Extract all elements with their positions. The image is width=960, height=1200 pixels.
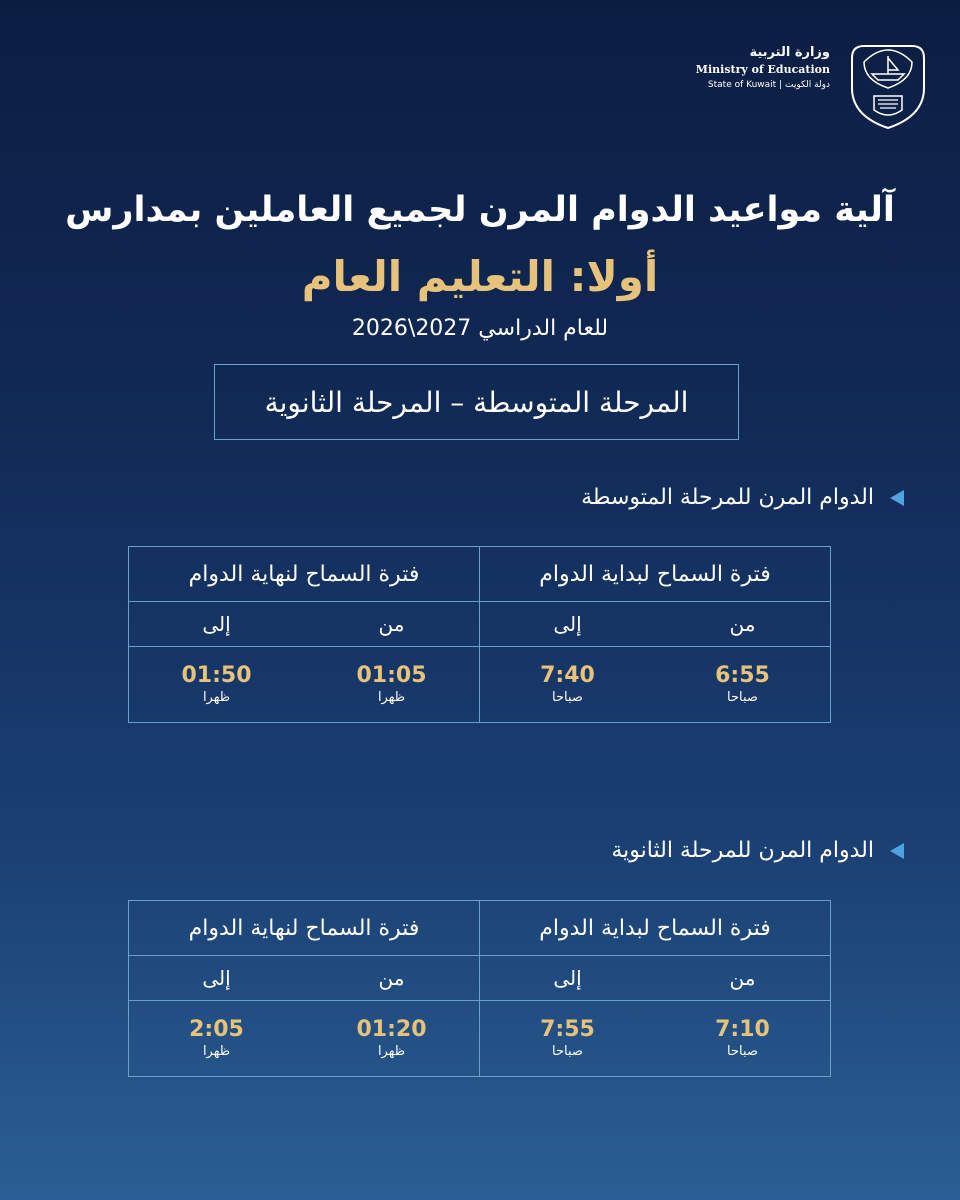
from-label: من (378, 612, 405, 636)
sub-header-row (129, 956, 479, 1001)
kuwait-emblem-icon (842, 40, 934, 132)
from-period: ظهرا (377, 689, 406, 705)
values-row (129, 1001, 479, 1076)
to-time: 01:50 (181, 662, 252, 688)
page-subtitle: أولا: التعليم العام (301, 252, 659, 301)
triangle-bullet-icon (890, 843, 904, 859)
to-time: 2:05 (189, 1016, 244, 1042)
to-cell (480, 1001, 655, 1076)
from-time: 7:10 (715, 1016, 770, 1042)
state-name-ar: دولة الكويت (785, 80, 830, 90)
page-title: آلية مواعيد الدوام المرن لجميع العاملين بمدارس (65, 190, 895, 230)
to-time: 7:55 (540, 1016, 595, 1042)
from-label: من (729, 966, 756, 990)
schedule-table-intermediate (128, 546, 831, 723)
to-cell (129, 1001, 304, 1076)
to-time: 7:40 (540, 662, 595, 688)
from-period: صباحا (727, 689, 758, 705)
to-label: إلى (202, 612, 231, 636)
from-label: من (729, 612, 756, 636)
academic-year: للعام الدراسي 2027\2026 (351, 316, 609, 341)
from-cell (304, 647, 479, 722)
from-cell (304, 1001, 479, 1076)
to-cell (480, 647, 655, 722)
end-grace-column (129, 547, 480, 722)
sub-header-row (480, 602, 830, 647)
brand-text (610, 44, 830, 92)
column-header: فترة السماح لنهاية الدوام (129, 547, 479, 602)
start-grace-column (480, 901, 830, 1076)
schedule-table-secondary (128, 900, 831, 1077)
from-period: ظهرا (377, 1043, 406, 1059)
from-time: 01:20 (356, 1016, 427, 1042)
ministry-name-ar: وزارة التربية (749, 45, 830, 60)
to-period: صباحا (552, 1043, 583, 1059)
end-grace-column (129, 901, 480, 1076)
to-label: إلى (202, 966, 231, 990)
to-label: إلى (553, 966, 582, 990)
column-header: فترة السماح لبداية الدوام (480, 901, 830, 956)
stages-box (214, 364, 739, 440)
section-label-intermediate (581, 485, 904, 510)
to-cell (129, 647, 304, 722)
from-period: صباحا (727, 1043, 758, 1059)
stages-text: المرحلة المتوسطة – المرحلة الثانوية (264, 385, 689, 419)
section-label-text: الدوام المرن للمرحلة المتوسطة (581, 485, 874, 510)
values-row (480, 647, 830, 722)
values-row (129, 647, 479, 722)
section-label-text: الدوام المرن للمرحلة الثانوية (611, 838, 874, 863)
from-time: 01:05 (356, 662, 427, 688)
from-label: من (378, 966, 405, 990)
column-header: فترة السماح لبداية الدوام (480, 547, 830, 602)
to-label: إلى (553, 612, 582, 636)
start-grace-column (480, 547, 830, 722)
triangle-bullet-icon (890, 490, 904, 506)
sub-header-row (480, 956, 830, 1001)
to-period: ظهرا (202, 1043, 231, 1059)
to-period: صباحا (552, 689, 583, 705)
sub-header-row (129, 602, 479, 647)
values-row (480, 1001, 830, 1076)
from-cell (655, 647, 830, 722)
column-header: فترة السماح لنهاية الدوام (129, 901, 479, 956)
state-separator: | (779, 80, 783, 90)
from-cell (655, 1001, 830, 1076)
to-period: ظهرا (202, 689, 231, 705)
state-line (610, 79, 830, 92)
section-label-secondary (611, 838, 904, 863)
ministry-name-en: Ministry of Education (695, 63, 830, 76)
from-time: 6:55 (715, 662, 770, 688)
state-name-en: State of Kuwait (707, 80, 777, 90)
